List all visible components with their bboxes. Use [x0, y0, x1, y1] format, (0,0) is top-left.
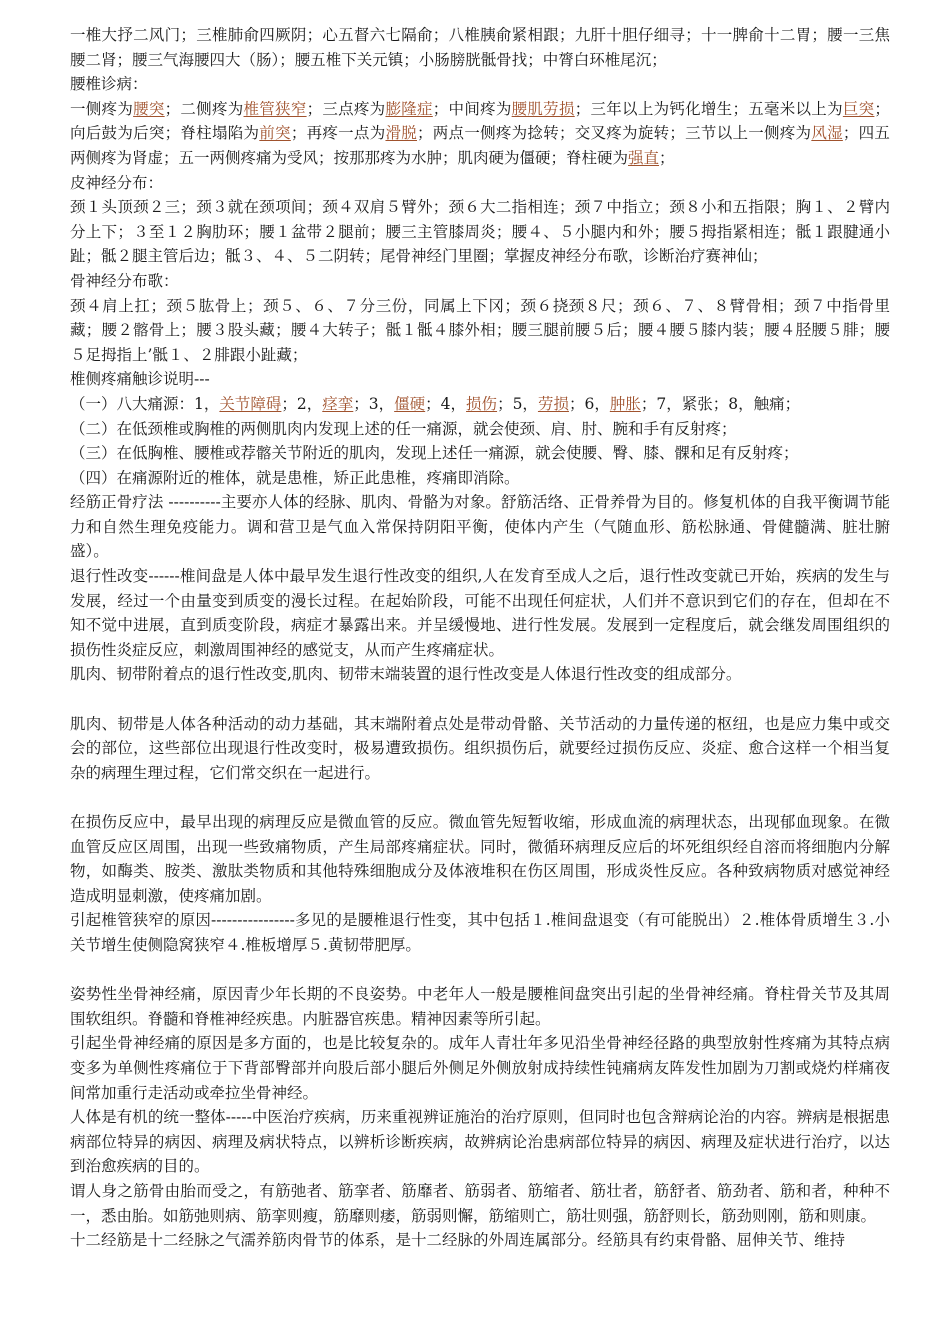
- term-link[interactable]: 膨隆症: [385, 99, 433, 118]
- paragraph-text: 引起椎管狭窄的原因----------------多见的是腰椎退行性变，其中包括１.椎间盘退变（有可能脱出）２.椎体骨质增生３.小关节增生使侧隐窝狭窄４.椎板增厚５.黄韧带肥厚。: [70, 911, 890, 954]
- paragraph-text: （二）在低颈椎或胸椎的两侧肌肉内发现上述的任一痛源，就会使颈、肩、肘、腕和手有反射疼；: [70, 419, 737, 438]
- term-link[interactable]: 劳损: [537, 394, 569, 413]
- paragraph: [70, 1179, 890, 1228]
- paragraph-text: 颈４肩上扛；颈５肱骨上；颈５、６、７分三份，同属上下冈；颈６挠颈８尺；颈６、７、８臂骨相；颈７中指骨里藏；腰２髂骨上；腰３股头藏；腰４大转子；骶１骶４膝外相；腰三腿前腰５后；腰４腰５膝内装；腰４胫腰５腓；腰５足拇指上’骶１、２腓跟小趾藏；: [70, 296, 890, 364]
- paragraph: [70, 441, 890, 466]
- paragraph: [70, 97, 890, 171]
- term-link[interactable]: 椎管狭窄: [243, 99, 307, 118]
- paragraph-text: 引起坐骨神经痛的原因是多方面的，也是比较复杂的。成年人青壮年多见沿坐骨神经径路的典型放射性疼痛为其特点病变多为单侧性疼痛位于下背部臀部并向股后部小腿后外侧足外侧放射成持续性钝痛病友阵发性加剧为刀割或烧灼样痛夜间常加重行走活动或牵拉坐骨神经。: [70, 1034, 890, 1102]
- paragraph: [70, 195, 890, 269]
- term-link[interactable]: 痉挛: [322, 394, 354, 413]
- term-link[interactable]: 前突: [259, 124, 291, 143]
- paragraph: [70, 171, 890, 196]
- paragraph: [70, 564, 890, 662]
- paragraph: [70, 1031, 890, 1105]
- paragraph: [70, 1105, 890, 1179]
- paragraph-text: 一椎大抒二风门；三椎肺俞四厥阴；心五督六七隔俞；八椎胰俞紧相跟；九肝十胆仔细寻；十一脾俞十二胃；腰一三焦腰二肾；腰三气海腰四大（肠）；腰五椎下关元镇；小肠膀胱骶骨找；中膂白环椎尾沉；: [70, 26, 890, 69]
- term-link[interactable]: 僵硬: [394, 394, 426, 413]
- paragraph-text: 颈１头顶颈２三；颈３就在颈项间；颈４双肩５臂外；颈６大二指相连；颈７中指立；颈８小和五指限；胸１、２臂内分上下；３至１２胸肋环；腰１盆带２腿前；腰三主管膝周炎；腰４、５小腿内和外；腰５拇指紧相连；骶１跟腱通小趾；骶２腿主管后边；骶３、４、５二阴转；尾骨神经门里圈；掌握皮神经分布歌，诊断治疗赛神仙；: [70, 198, 890, 266]
- paragraph-text: 谓人身之筋骨由胎而受之，有筋弛者、筋挛者、筋靡者、筋弱者、筋缩者、筋壮者，筋舒者、筋劲者、筋和者，种种不一，悉由胎。如筋弛则病、筋挛则瘦，筋靡则痿，筋弱则懈，筋缩则亡，筋壮则强，筋舒则长，筋劲则刚，筋和则康。: [70, 1181, 890, 1225]
- paragraph-text: 皮神经分布：: [70, 173, 164, 192]
- paragraph: [70, 294, 890, 368]
- paragraph-text: ；6，: [568, 394, 610, 413]
- paragraph-text: 退行性改变------椎间盘是人体中最早发生退行性改变的组织,人在发育至成人之后，退行性改变就已开始，疾病的发生与发展，经过一个由量变到质变的漫长过程。在起始阶段，可能不出现任何症状，人们并不意识到它们的存在，但却在不知不觉中进展，直到质变阶段，病症才暴露出来。并呈缓慢地、进行性发展。发展到一定程度后，就会继发周围组织的损伤性炎症反应，刺激周围神经的感觉支，从而产生疼痛症状。: [70, 567, 890, 659]
- paragraph-text: ；二侧疼为: [164, 99, 244, 118]
- paragraph-text: ；向后鼓为后突；脊柱塌陷为: [70, 99, 890, 143]
- term-link[interactable]: 滑脱: [385, 124, 418, 143]
- term-link[interactable]: 损伤: [466, 394, 498, 413]
- paragraph-text: 在损伤反应中，最早出现的病理反应是微血管的反应。微血管先短暂收缩，形成血流的病理状态，出现郁血现象。在微血管反应区周围，出现一些致痛物质，产生局部疼痛症状。同时，微循环病理反应后的坏死组织经自溶而将细胞内分解物，如酶类、胺类、激肽类物质和其他特殊细胞成分及体液堆积在伤区周围，形成炎性反应。各种致病物质对感觉神经造成明显刺激，使疼痛加剧。: [70, 813, 890, 905]
- paragraph-text: 腰椎诊病：: [70, 75, 148, 94]
- paragraph-text: ；2，: [281, 394, 323, 413]
- paragraph-text: ；两点一侧疼为捻转；交叉疼为旋转；三节以上一侧疼为: [417, 124, 812, 143]
- paragraph-text: （四）在痛源附近的椎体，就是患椎，矫正此患椎，疼痛即消除。: [70, 468, 520, 487]
- paragraph: [70, 417, 890, 442]
- paragraph-text: 十二经筋是十二经脉之气濡养筋肉骨节的体系，是十二经脉的外周连属部分。经筋具有约束骨骼、屈伸关节、维持: [70, 1231, 846, 1250]
- paragraph: [70, 72, 890, 97]
- paragraph: [70, 392, 890, 417]
- paragraph-text: 肌肉、韧带是人体各种活动的动力基础，其末端附着点处是带动骨骼、关节活动的力量传递的枢纽，也是应力集中或交会的部位，这些部位出现退行性改变时，极易遭致损伤。组织损伤后，就要经过损伤反应、炎症、愈合这样一个相当复杂的病理生理过程，它们常交织在一起进行。: [70, 714, 890, 782]
- paragraph-text: 骨神经分布歌：: [70, 271, 179, 290]
- paragraph-text: ；中间疼为: [432, 99, 512, 118]
- paragraph-text: ；: [659, 148, 675, 167]
- paragraph-text: （三）在低胸椎、腰椎或荐髂关节附近的肌肉，发现上述任一痛源，就会使腰、臀、膝、髁和足有反射疼；: [70, 444, 799, 463]
- term-link[interactable]: 巨突: [842, 99, 875, 118]
- paragraph-text: 椎侧疼痛触诊说明---: [70, 370, 210, 389]
- paragraph-text: （一）八大痛源：1，: [70, 394, 220, 413]
- paragraph-text: 姿势性坐骨神经痛，原因青少年长期的不良姿势。中老年人一般是腰椎间盘突出引起的坐骨神经痛。脊柱骨关节及其周围软组织。脊髓和脊椎神经疾患。内脏器官疾患。精神因素等所引起。: [70, 985, 890, 1028]
- paragraph-text: ；5，: [497, 394, 538, 413]
- paragraph: [70, 466, 890, 491]
- paragraph-text: ；四五两侧疼为肾虚；五一两侧疼痛为受风；按那那疼为水肿；肌肉硬为僵硬；脊柱硬为: [70, 124, 890, 167]
- paragraph-text: ；再疼一点为: [290, 124, 386, 143]
- term-link[interactable]: 腰突: [133, 99, 165, 118]
- term-link[interactable]: 强直: [628, 148, 660, 167]
- term-link[interactable]: 关节障碍: [219, 394, 282, 413]
- paragraph-text: ；4，: [425, 394, 467, 413]
- paragraph-text: 人体是有机的统一整体-----中医治疗疾病，历来重视辨证施治的治疗原则，但同时也包含辩病论治的内容。辨病是根据患病部位特异的病因、病理及病状特点，以辨析诊断疾病，故辨病论治患病部位特异的病因、病理及症状进行治疗，以达到治愈疾病的目的。: [70, 1108, 890, 1176]
- term-link[interactable]: 风湿: [811, 124, 843, 143]
- blank-line: [70, 958, 890, 983]
- term-link[interactable]: 腰肌劳损: [511, 99, 575, 118]
- blank-line: [70, 687, 890, 712]
- paragraph: [70, 662, 890, 687]
- paragraph-text: ；三点疼为: [306, 99, 386, 118]
- term-link[interactable]: 肿胀: [609, 394, 641, 413]
- paragraph: [70, 908, 890, 957]
- paragraph: [70, 712, 890, 786]
- paragraph: [70, 367, 890, 392]
- paragraph-text: ；7，紧张；8，触痛；: [640, 394, 801, 413]
- paragraph-text: ；3，: [353, 394, 395, 413]
- paragraph: [70, 269, 890, 294]
- paragraph: [70, 1228, 890, 1253]
- paragraph-text: 经筋正骨疗法 ----------主要亦人体的经脉、肌肉、骨骼为对象。舒筋活络、正骨养骨为目的。修复机体的自我平衡调节能力和自然生理免疫能力。调和营卫是气血入常保持阴阳平衡，使体内产生（气随血形、筋松脉通、骨健髓满、脏壮腑盛）。: [70, 493, 890, 561]
- paragraph: [70, 490, 890, 564]
- paragraph-text: 肌肉、韧带附着点的退行性改变,肌肉、韧带末端装置的退行性改变是人体退行性改变的组成部分。: [70, 665, 742, 684]
- blank-line: [70, 785, 890, 810]
- paragraph-text: ；三年以上为钙化增生；五毫米以上为: [574, 99, 843, 118]
- paragraph: [70, 810, 890, 908]
- paragraph: [70, 23, 890, 72]
- paragraph-text: 一侧疼为: [70, 99, 134, 118]
- paragraph: [70, 982, 890, 1031]
